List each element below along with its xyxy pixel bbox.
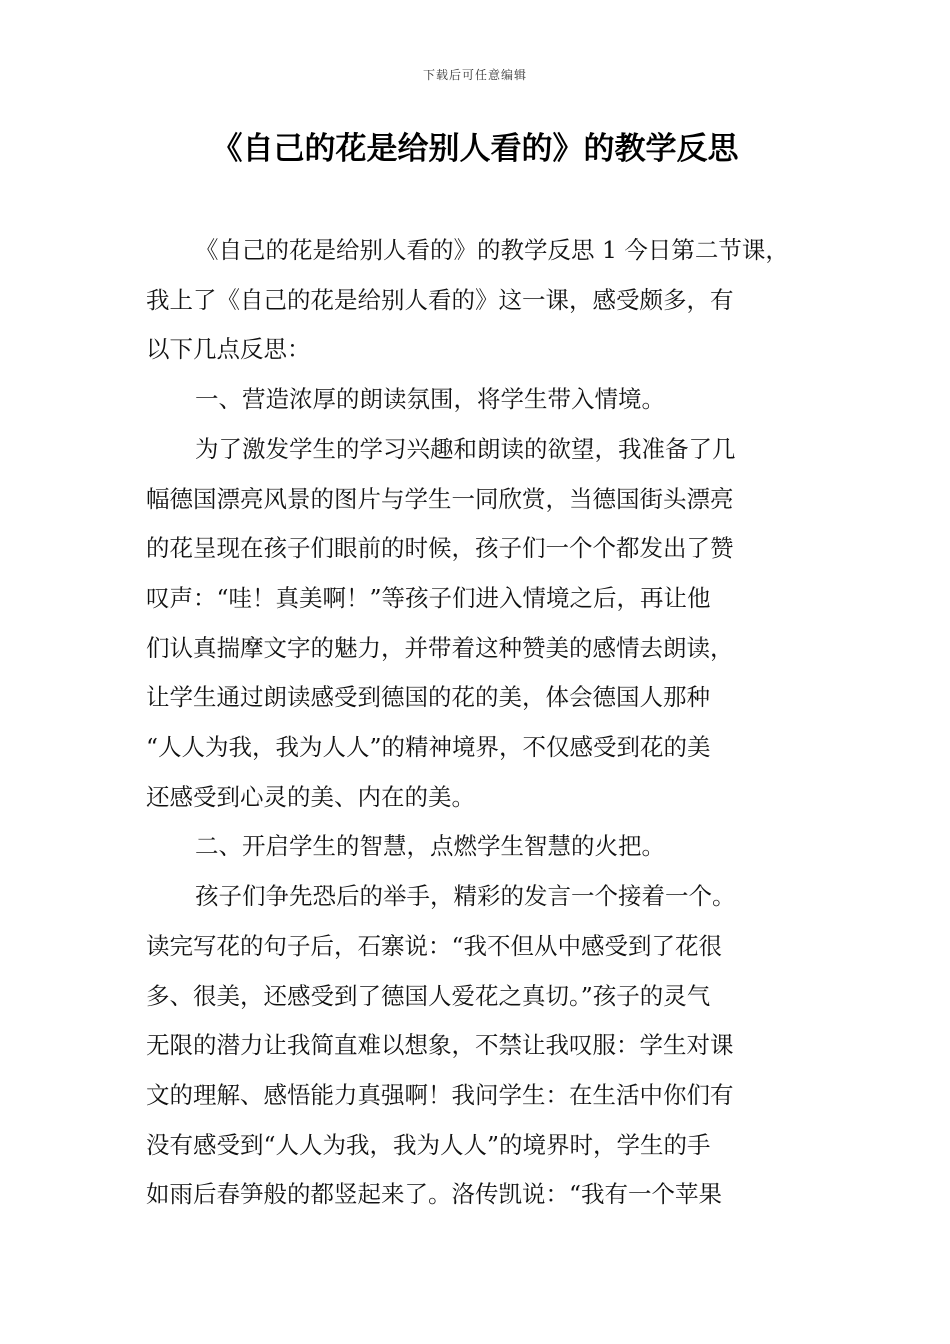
section-heading: 二、开启学生的智慧，点燃学生智慧的火把。 [195, 832, 665, 861]
section-heading: 一、营造浓厚的朗读氛围，将学生带入情境。 [195, 385, 665, 414]
text-line: 如雨后春笋般的都竖起来了。洛传凯说：“我有一个苹果 [146, 1180, 723, 1209]
text-line: 以下几点反思： [146, 335, 311, 364]
text-line: 文的理解、感悟能力真强啊！我问学生：在生活中你们有 [146, 1080, 734, 1109]
header-note: 下载后可任意编辑 [422, 68, 527, 82]
text-line: 没有感受到“人人为我，我为人人”的境界时，学生的手 [146, 1130, 711, 1159]
text-line: “人人为我，我为人人”的精神境界，不仅感受到花的美 [146, 733, 711, 762]
text-line: 们认真揣摩文字的魅力，并带着这种赞美的感情去朗读， [146, 633, 734, 662]
text-line: 我上了《自己的花是给别人看的》这一课，感受颇多，有 [146, 285, 734, 314]
text-line: 幅德国漂亮风景的图片与学生一同欣赏，当德国街头漂亮 [146, 484, 734, 513]
document-body [146, 226, 806, 1220]
text-line: 《自己的花是给别人看的》的教学反思 1 今日第二节课， [195, 236, 789, 264]
text-line: 叹声：“哇！真美啊！”等孩子们进入情境之后，再让他 [146, 583, 711, 612]
text-line: 多、很美，还感受到了德国人爱花之真切。”孩子的灵气 [146, 981, 711, 1010]
text-line: 为了激发学生的学习兴趣和朗读的欲望，我准备了几 [195, 434, 736, 463]
text-line: 的花呈现在孩子们眼前的时候，孩子们一个个都发出了赞 [146, 534, 734, 563]
text-line: 读完写花的句子后，石寨说：“我不但从中感受到了花很 [146, 931, 723, 960]
text-line: 无限的潜力让我简直难以想象，不禁让我叹服：学生对课 [146, 1031, 734, 1060]
text-line: 让学生通过朗读感受到德国的花的美，体会德国人那种 [146, 683, 710, 712]
text-line: 孩子们争先恐后的举手，精彩的发言一个接着一个。 [195, 882, 736, 911]
text-line: 还感受到心灵的美、内在的美。 [146, 782, 475, 811]
document-title: 《自己的花是给别人看的》的教学反思 [211, 131, 739, 167]
